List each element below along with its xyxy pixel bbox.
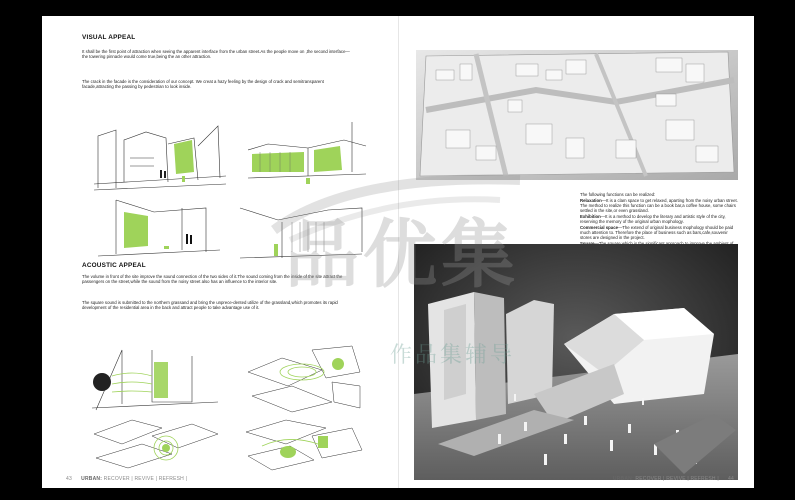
function-exhibition-term: Exhibition [580, 214, 601, 219]
visual-appeal-heading: VISUAL APPEAL [82, 34, 136, 41]
watermark-subtitle: 作品集辅导 [390, 343, 516, 368]
acoustic-appeal-paragraph-2: The square sound is submitted to the northern grassand and bring the unprece-dented utilize of the grassland,which promotes its rapid development of the residential area in the back and attract people to take advantage use of it. [82, 300, 338, 311]
visual-appeal-paragraph-1: It shall be the first point of attraction when seeing the apparent interface from the urban street.As the people move on ,the second interface—the towering pinnacle would come true,being the an other attraction. [82, 49, 350, 60]
right-footer-brand: URBAN: [612, 476, 634, 482]
function-commercial [580, 225, 738, 241]
function-exhibition-text: —It is a method to develop the literary and artistic style of the city, reserving the memory of the original urban mophology. [580, 214, 726, 225]
function-relaxation [580, 198, 738, 214]
right-page-number: 44 [728, 476, 734, 482]
site-model-photo [416, 50, 738, 180]
function-relaxation-text: —It is a clam space to get relaxed, aparting from the noisy urban street. The method to realize this function can be a book bar,a coffee house, some chairs settled in the site,or even grassland. [580, 198, 738, 214]
acoustic-sketch-sound-waves [92, 342, 220, 414]
function-commercial-term: Commercial space [580, 225, 618, 230]
acoustic-sketch-aerial-1 [242, 342, 366, 414]
left-page-number: 43 [66, 476, 72, 482]
visual-appeal-paragraph-2: The crack in the facade is the consideration of our concept. We creat a hazy feeling by the design of crack and semitransparent facade,attracting the passing by pedestrian to look inside. [82, 79, 324, 90]
right-footer [613, 476, 734, 482]
visual-sketch-entrance [94, 194, 224, 260]
function-exhibition [580, 214, 738, 224]
functions-intro: The following functions can be realized: [580, 192, 656, 197]
right-footer-tagline: RECOVER | REVIVE | REFRESH | [633, 476, 719, 482]
function-relaxation-term: Relaxation [580, 198, 602, 203]
function-commercial-text: —The extend of original business mophology should be paid much attention to. Therefore the place of business such as bars,cafe,souvenir stores are designed in the project. [580, 225, 734, 241]
left-footer-brand: URBAN: [81, 476, 103, 482]
acoustic-appeal-paragraph-1: The volume in front of the site improve the sound connection of the two sides of it.The sound coming from the inside of the site attract the passengers on the street,while the sound from the noisy street also has an influence to the interior site. [82, 274, 343, 285]
acoustic-sketch-aerial-3 [242, 416, 366, 472]
left-footer [66, 476, 187, 482]
visual-sketch-street-view [94, 118, 226, 192]
acoustic-sketch-aerial-2 [92, 414, 220, 470]
watermark-logo-text: 品优集 [285, 212, 519, 298]
left-footer-tagline: RECOVER | REVIVE | REFRESH | [102, 476, 188, 482]
acoustic-appeal-heading: ACOUSTIC APPEAL [82, 262, 146, 269]
